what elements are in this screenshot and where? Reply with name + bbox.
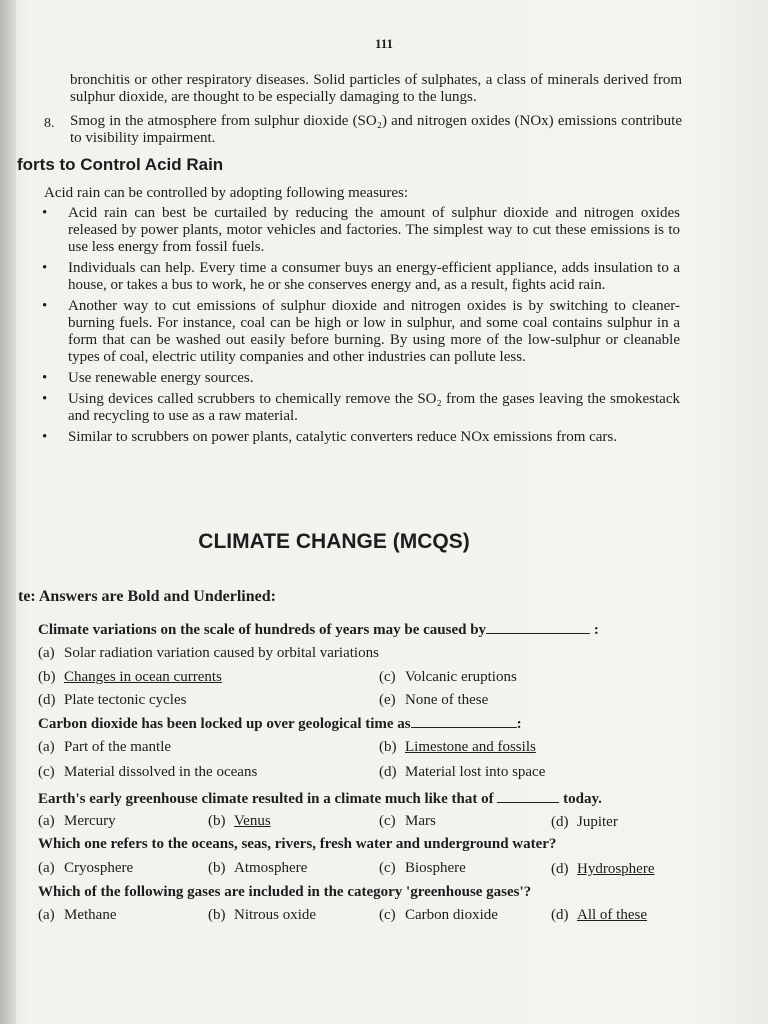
question-text: Which one refers to the oceans, seas, rivers, fresh water and underground water? bbox=[38, 836, 557, 852]
answer-blank bbox=[411, 715, 517, 728]
option-text: Material dissolved in the oceans bbox=[64, 764, 258, 780]
option bbox=[379, 764, 545, 781]
option-text: Carbon dioxide bbox=[405, 907, 498, 923]
option-text: Jupiter bbox=[577, 814, 618, 830]
list-item: • Use renewable energy sources. bbox=[40, 370, 680, 387]
option-label: (d) bbox=[38, 692, 56, 708]
question-text: Climate variations on the scale of hundreds of years may be caused by bbox=[38, 622, 487, 638]
section-heading: forts to Control Acid Rain bbox=[17, 155, 224, 174]
question-text: Which of the following gases are included in the category 'greenhouse gases'? bbox=[38, 884, 532, 900]
option-label: (d) bbox=[551, 861, 569, 877]
option bbox=[38, 860, 133, 877]
option-text: Material lost into space bbox=[405, 764, 546, 780]
correct-answer: Venus bbox=[234, 813, 271, 829]
option bbox=[551, 907, 647, 924]
question bbox=[38, 715, 522, 733]
option-label: (c) bbox=[379, 860, 396, 876]
option-label: (c) bbox=[38, 764, 55, 780]
option bbox=[379, 692, 488, 709]
item-number: 8. bbox=[44, 116, 55, 131]
question-text: Earth's early greenhouse climate resulted in a climate much like that of bbox=[38, 791, 494, 807]
option-label: (d) bbox=[551, 907, 569, 923]
question bbox=[38, 621, 599, 639]
answer-note: te: Answers are Bold and Underlined: bbox=[18, 588, 276, 605]
question-text: Carbon dioxide has been locked up over geological time as bbox=[38, 716, 411, 732]
question-end: : bbox=[516, 716, 522, 732]
option-label: (e) bbox=[379, 692, 396, 708]
option-label: (a) bbox=[38, 645, 55, 661]
question bbox=[38, 836, 556, 853]
option-label: (d) bbox=[551, 814, 569, 830]
option-text: Biosphere bbox=[405, 860, 466, 876]
option bbox=[379, 907, 498, 924]
option-text: Mercury bbox=[64, 813, 116, 829]
list-item: • Another way to cut emissions of sulphur dioxide and nitrogen oxides is by switching to cleaner-burning fuels. For instance, coal can be high or low in sulphur, and some coal contains sulphur in a form that can be washed out easily before burning. By using more of the low-sulphur or cleanable types of coal, electric utility companies and other industries can pollute less. bbox=[40, 298, 680, 366]
option-label: (b) bbox=[208, 860, 226, 876]
option-text: Solar radiation variation caused by orbital variations bbox=[64, 645, 379, 661]
option-text: Volcanic eruptions bbox=[405, 669, 517, 685]
option-text: Nitrous oxide bbox=[234, 907, 317, 923]
question-end: : bbox=[593, 622, 599, 638]
answer-blank bbox=[486, 621, 590, 634]
option-label: (d) bbox=[379, 764, 397, 780]
item-8-text: Smog in the atmosphere from sulphur dioxide (SO₂) and nitrogen oxides (NOx) emissions contribute to visibility impairment. bbox=[70, 113, 682, 146]
option bbox=[379, 739, 536, 756]
option bbox=[551, 861, 654, 878]
option-label: (c) bbox=[379, 907, 396, 923]
option-text: Plate tectonic cycles bbox=[64, 692, 187, 708]
mcq-title: CLIMATE CHANGE (MCQS) bbox=[198, 530, 470, 553]
option-label: (a) bbox=[38, 813, 55, 829]
option-label: (b) bbox=[208, 907, 226, 923]
option bbox=[38, 764, 257, 781]
correct-answer: All of these bbox=[577, 907, 647, 923]
list-item: • Similar to scrubbers on power plants, catalytic converters reduce NOx emissions from cars. bbox=[40, 429, 680, 446]
option-text: Methane bbox=[64, 907, 117, 923]
option bbox=[38, 739, 171, 756]
page-number: 111 bbox=[374, 36, 394, 51]
option-text: Atmosphere bbox=[234, 860, 308, 876]
option bbox=[379, 860, 466, 877]
option-label: (c) bbox=[379, 669, 396, 685]
section-lead: Acid rain can be controlled by adopting following measures: bbox=[44, 185, 409, 201]
option bbox=[38, 669, 222, 686]
option-label: (a) bbox=[38, 907, 55, 923]
option bbox=[208, 907, 316, 924]
option-label: (b) bbox=[38, 669, 56, 685]
correct-answer: Hydrosphere bbox=[577, 861, 655, 877]
option bbox=[379, 813, 436, 830]
option bbox=[38, 692, 186, 709]
question bbox=[38, 884, 531, 901]
option bbox=[379, 669, 517, 686]
option-label: (a) bbox=[38, 860, 55, 876]
option bbox=[38, 645, 379, 662]
measures-list bbox=[40, 205, 680, 450]
option-text: None of these bbox=[405, 692, 489, 708]
option-text: Part of the mantle bbox=[64, 739, 172, 755]
question bbox=[38, 790, 602, 808]
option bbox=[551, 814, 618, 831]
list-item: • Individuals can help. Every time a consumer buys an energy-efficient appliance, adds insulation to a house, or takes a bus to work, he or she conserves energy and, as a result, fights acid rain. bbox=[40, 260, 680, 294]
option-label: (b) bbox=[379, 739, 397, 755]
binding-edge bbox=[0, 0, 16, 1024]
option-label: (c) bbox=[379, 813, 396, 829]
correct-answer: Changes in ocean currents bbox=[64, 669, 222, 685]
option bbox=[38, 907, 116, 924]
intro-paragraph: bronchitis or other respiratory diseases. Solid particles of sulphates, a class of minerals derived from sulphur dioxide, are thought to be especially damaging to the lungs. bbox=[70, 72, 682, 105]
option-text: Mars bbox=[405, 813, 436, 829]
option-label: (a) bbox=[38, 739, 55, 755]
answer-blank bbox=[497, 790, 559, 803]
option bbox=[208, 813, 271, 830]
list-item: • Acid rain can best be curtailed by reducing the amount of sulphur dioxide and nitrogen oxides released by power plants, motor vehicles and factories. The simplest way to cut these emissions is to use less energy from fossil fuels. bbox=[40, 205, 680, 256]
question-end: today. bbox=[563, 791, 602, 807]
option-text: Cryosphere bbox=[64, 860, 134, 876]
option-label: (b) bbox=[208, 813, 226, 829]
list-item: • Using devices called scrubbers to chemically remove the SO₂ from the gases leaving the smokestack and recycling to use as a raw material. bbox=[40, 391, 680, 425]
option bbox=[38, 813, 116, 830]
option bbox=[208, 860, 307, 877]
correct-answer: Limestone and fossils bbox=[405, 739, 536, 755]
